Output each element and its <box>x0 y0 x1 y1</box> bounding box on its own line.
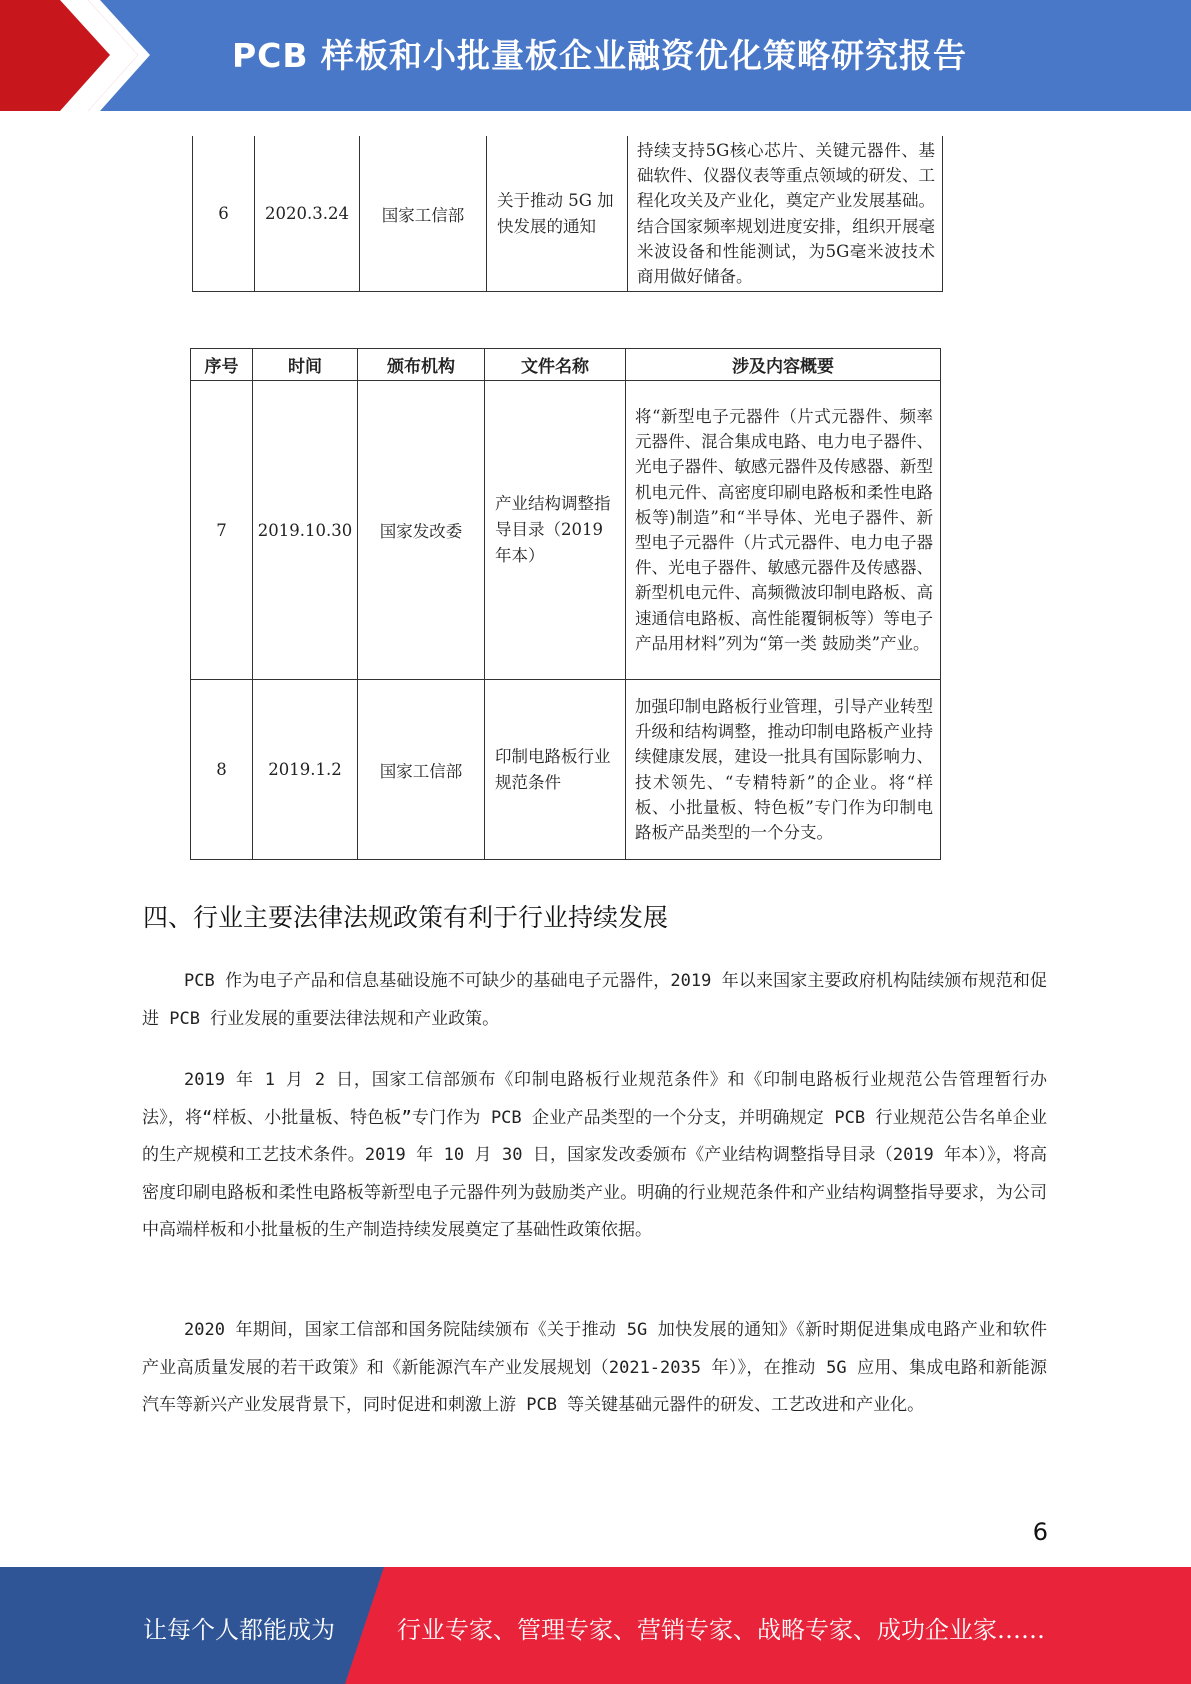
row-document <box>487 136 628 292</box>
row-summary-text: 将“新型电子元器件（片式元器件、频率元器件、混合集成电路、电力电子器件、光电子器件、敏感元器件及传感器、新型机电元件、高密度印刷电路板和柔性电路板等)制造”和“半导体、光电子器件、新型电子元器件（片式元器件、电力电子器件、光电子器件、敏感元器件及传感器、新型机电元件、高频微波印制电路板、高速通信电路板、高性能覆铜板等）等电子产品用材料”列为“第一类 鼓励类”产业。 <box>635 406 933 653</box>
report-title: PCB 样板和小批量板企业融资优化策略研究报告 <box>232 36 968 75</box>
row-document <box>485 680 626 860</box>
table-row <box>191 381 941 680</box>
row-number: 7 <box>191 381 253 680</box>
row-document-text: 产业结构调整指导目录（2019 年本） <box>495 494 611 565</box>
footer-slogan-right: 行业专家、管理专家、营销专家、战略专家、成功企业家…… <box>397 1616 1045 1644</box>
row-document-text: 关于推动 5G 加快发展的通知 <box>497 190 614 236</box>
table-header-row <box>191 349 941 381</box>
body-paragraph: 2019 年 1 月 2 日，国家工信部颁布《印制电路板行业规范条件》和《印制电路板行业规范公告管理暂行办法》，将“样板、小批量板、特色板”专门作为 PCB 企业产品类型的一个分支，并明确规定 PCB 行业规范公告名单企业的生产规模和工艺技术条件。2019 年 10 月 30 日，国家发改委颁布《产业结构调整指导目录（2019 年本）》，将高密度印刷电路板和柔性电路板等新型电子元器件列为鼓励类产业。明确的行业规范条件和产业结构调整指导要求，为公司中高端样板和小批量板的生产制造持续发展奠定了基础性政策依据。 <box>142 1070 1047 1240</box>
body-paragraph: PCB 作为电子产品和信息基础设施不可缺少的基础电子元器件，2019 年以来国家主要政府机构陆续颁布规范和促进 PCB 行业发展的重要法律法规和产业政策。 <box>142 971 1047 1029</box>
header-document: 文件名称 <box>485 349 626 381</box>
row-organization: 国家工信部 <box>360 136 487 292</box>
row-organization: 国家发改委 <box>358 381 485 680</box>
footer-slogan-left: 让每个人都能成为 <box>143 1616 335 1644</box>
row-date: 2019.10.30 <box>253 381 358 680</box>
header-organization: 颁布机构 <box>358 349 485 381</box>
header-chevron-logo <box>0 0 150 111</box>
policy-table <box>190 348 941 860</box>
section-heading: 四、行业主要法律法规政策有利于行业持续发展 <box>143 903 669 932</box>
row-date: 2019.1.2 <box>253 680 358 860</box>
header-number: 序号 <box>191 349 253 381</box>
row-document <box>485 381 626 680</box>
row-organization: 国家工信部 <box>358 680 485 860</box>
page-header <box>0 0 1191 111</box>
row-document-text: 印制电路板行业规范条件 <box>495 746 611 792</box>
row-summary-text: 加强印制电路板行业管理，引导产业转型升级和结构调整，推动印制电路板产业持续健康发展，建设一批具有国际影响力、技术领先、“专精特新”的企业。将“样板、小批量板、特色板”专门作为印制电路板产品类型的一个分支。 <box>635 696 933 842</box>
row-date: 2020.3.24 <box>255 136 360 292</box>
table-row <box>193 136 943 292</box>
row-summary <box>626 680 941 860</box>
header-summary: 涉及内容概要 <box>626 349 941 381</box>
row-summary-text: 持续支持5G核心芯片、关键元器件、基础软件、仪器仪表等重点领域的研发、工程化攻关及产业化，奠定产业发展基础。结合国家频率规划进度安排，组织开展毫米波设备和性能测试，为5G毫米波技术商用做好储备。 <box>637 141 935 287</box>
header-date: 时间 <box>253 349 358 381</box>
policy-table-continued <box>192 136 943 292</box>
page-number: 6 <box>1032 1518 1048 1546</box>
row-number: 6 <box>193 136 255 292</box>
row-summary <box>628 136 943 292</box>
body-paragraph: 2020 年期间，国家工信部和国务院陆续颁布《关于推动 5G 加快发展的通知》《新时期促进集成电路产业和软件产业高质量发展的若干政策》和《新能源汽车产业发展规划（2021-2035 年）》，在推动 5G 应用、集成电路和新能源汽车等新兴产业发展背景下，同时促进和刺激上游 PCB 等关键基础元器件的研发、工艺改进和产业化。 <box>142 1320 1047 1415</box>
row-summary <box>626 381 941 680</box>
row-number: 8 <box>191 680 253 860</box>
page-footer <box>0 1567 1191 1684</box>
table-row <box>191 680 941 860</box>
